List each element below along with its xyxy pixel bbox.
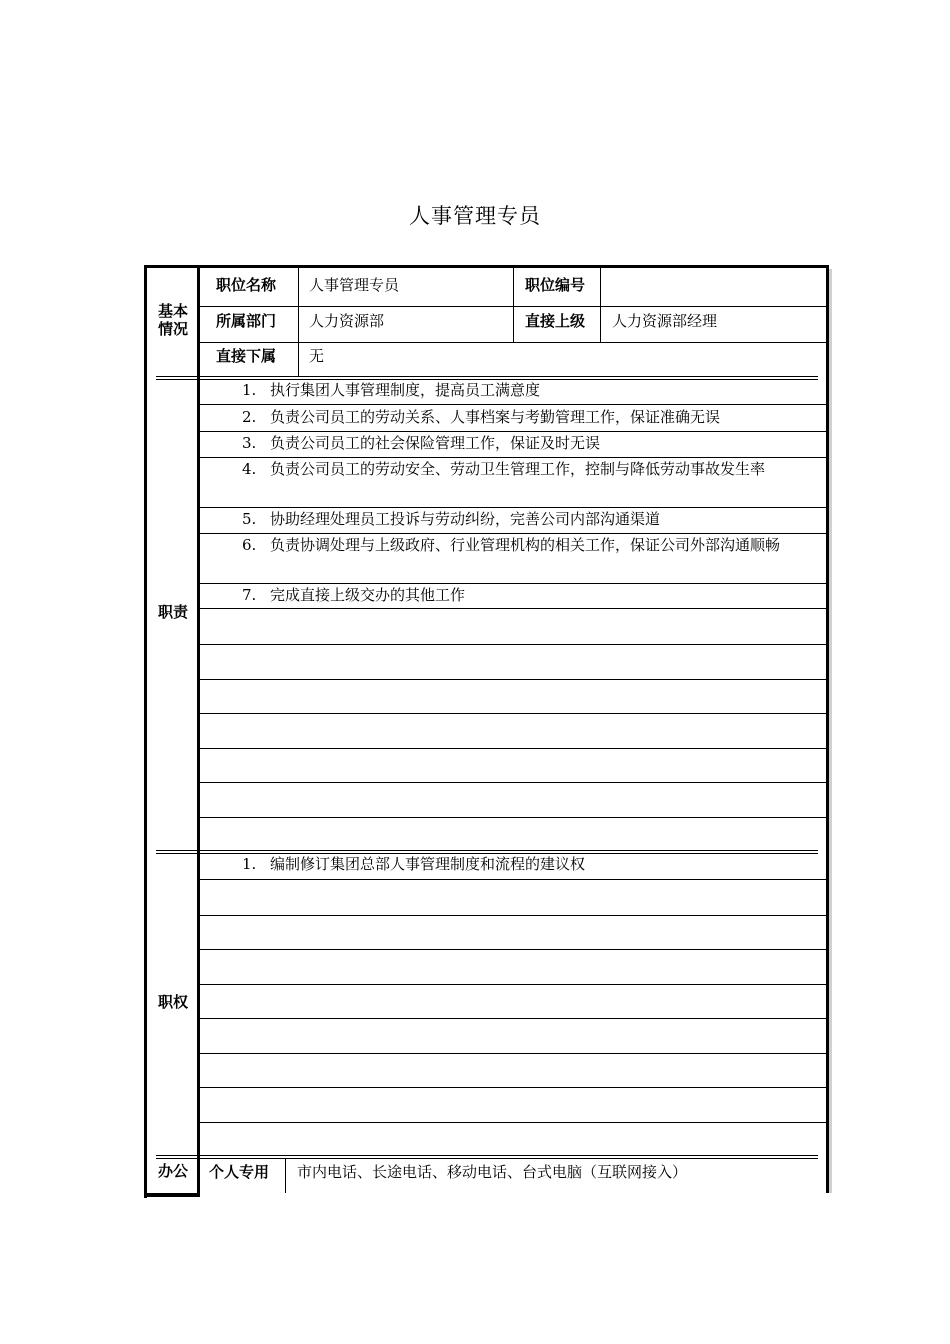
job-description-table xyxy=(144,265,829,1198)
office-personal-value: 市内电话、长途电话、移动电话、台式电脑（互联网接入） xyxy=(297,1163,688,1181)
section-label-basic: 基本 情况 xyxy=(157,302,188,338)
section-label-office: 办公 xyxy=(157,1162,188,1180)
duty-item: 4. 负责公司员工的劳动安全、劳动卫生管理工作，控制与降低劳动事故发生率 xyxy=(242,460,766,478)
department-label: 所属部门 xyxy=(216,312,277,330)
job-title-value: 人事管理专员 xyxy=(309,276,400,294)
authority-empty-row-divider xyxy=(200,1087,826,1088)
authority-empty-row-divider xyxy=(200,984,826,985)
basic-col-divider-3 xyxy=(600,268,601,342)
duty-empty-row-divider xyxy=(200,817,826,818)
table-border-left xyxy=(144,265,147,1198)
basic-col-divider-1 xyxy=(298,268,299,377)
basic-row-divider-2 xyxy=(200,342,826,343)
job-code-label: 职位编号 xyxy=(525,276,586,294)
table-border-bottom xyxy=(144,1193,200,1197)
duty-row-divider xyxy=(200,608,826,609)
office-col-divider xyxy=(285,1159,286,1193)
supervisor-label: 直接上级 xyxy=(525,312,586,330)
section-divider-authority-office xyxy=(156,1155,818,1159)
authority-empty-row-divider xyxy=(200,915,826,916)
basic-col-divider-2 xyxy=(513,268,514,342)
duty-item: 1. 执行集团人事管理制度，提高员工满意度 xyxy=(242,381,541,399)
duty-empty-row-divider xyxy=(200,713,826,714)
job-title-label: 职位名称 xyxy=(216,276,277,294)
duty-item: 2. 负责公司员工的劳动关系、人事档案与考勤管理工作，保证准确无误 xyxy=(242,408,721,426)
subordinate-label: 直接下属 xyxy=(216,347,277,365)
authority-empty-row-divider xyxy=(200,1018,826,1019)
authority-empty-row-divider xyxy=(200,949,826,950)
section-label-duties: 职责 xyxy=(157,603,188,621)
duty-empty-row-divider xyxy=(200,782,826,783)
section-label-authority: 职权 xyxy=(157,993,188,1011)
duty-item: 7. 完成直接上级交办的其他工作 xyxy=(242,586,466,604)
authority-row-divider xyxy=(200,879,826,880)
basic-row-divider-1 xyxy=(200,306,826,307)
duty-item: 6. 负责协调处理与上级政府、行业管理机构的相关工作，保证公司外部沟通顺畅 xyxy=(242,536,781,554)
office-personal-label: 个人专用 xyxy=(209,1163,270,1181)
page-title: 人事管理专员 xyxy=(409,204,541,228)
table-shadow xyxy=(829,269,832,1193)
authority-item: 1. 编制修订集团总部人事管理制度和流程的建议权 xyxy=(242,855,586,873)
duty-empty-row-divider xyxy=(200,644,826,645)
side-column-divider xyxy=(197,268,200,1193)
authority-empty-row-divider xyxy=(200,1053,826,1054)
table-border-top xyxy=(144,265,829,268)
supervisor-value: 人力资源部经理 xyxy=(612,312,718,330)
duty-item: 5. 协助经理处理员工投诉与劳动纠纷，完善公司内部沟通渠道 xyxy=(242,510,661,528)
department-value: 人力资源部 xyxy=(309,312,385,330)
duty-item: 3. 负责公司员工的社会保险管理工作，保证及时无误 xyxy=(242,434,601,452)
authority-empty-row-divider xyxy=(200,1122,826,1123)
duty-empty-row-divider xyxy=(200,679,826,680)
duty-empty-row-divider xyxy=(200,748,826,749)
subordinate-value: 无 xyxy=(309,347,325,365)
